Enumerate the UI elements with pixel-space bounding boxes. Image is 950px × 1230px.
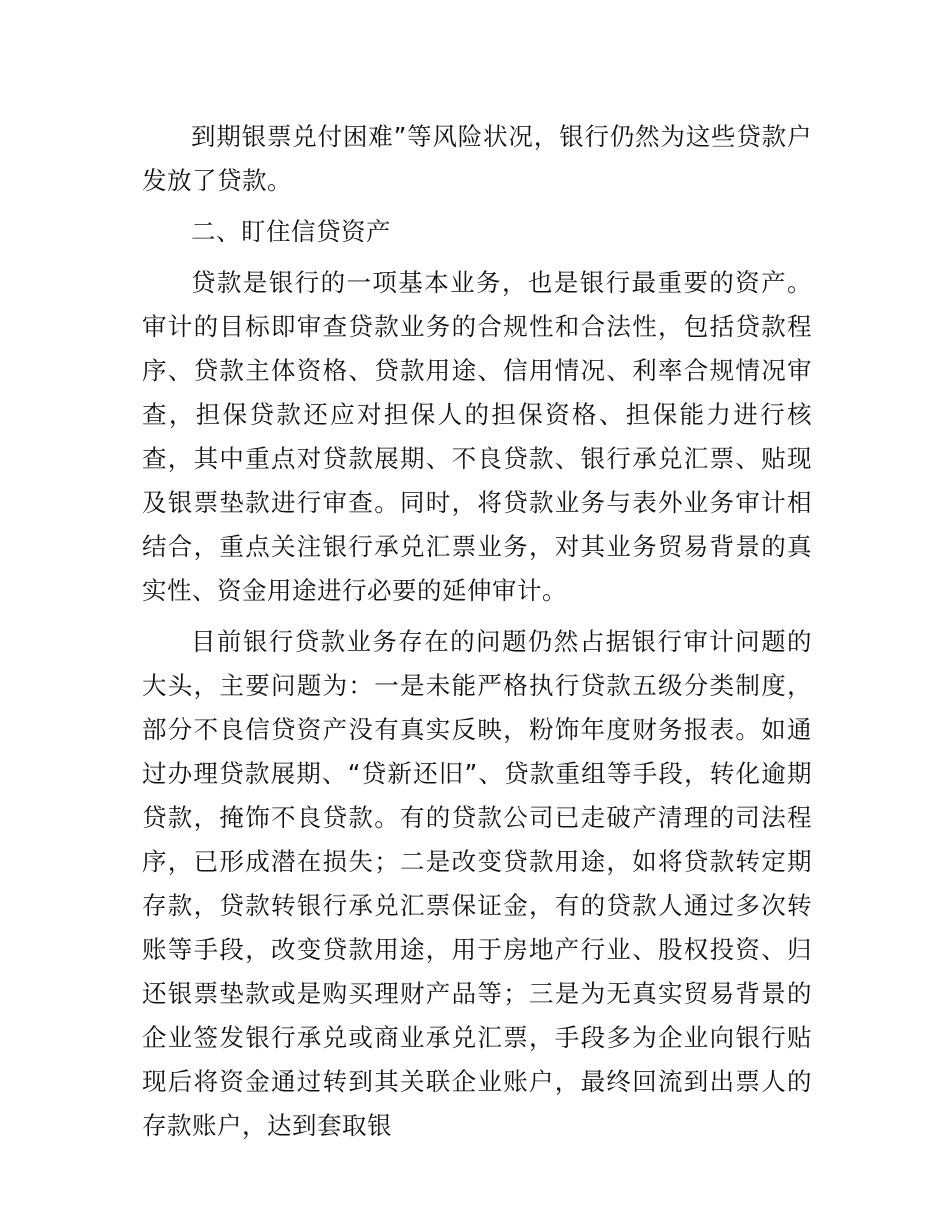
section-heading: 二、盯住信贷资产 <box>191 217 391 246</box>
document-body <box>142 115 812 1155</box>
paragraph-continuation: 到期银票兑付困难”等风险状况，银行仍然为这些贷款户发放了贷款。 <box>142 122 812 195</box>
paragraph-credit-assets: 贷款是银行的一项基本业务，也是银行最重要的资产。审计的目标即审查贷款业务的合规性和合法性，包括贷款程序、贷款主体资格、贷款用途、信用情况、利率合规情况审查，担保贷款还应对担保人的担保资格、担保能力进行核查，其中重点对贷款展期、不良贷款、银行承兑汇票、贴现及银票垫款进行审查。同时，将贷款业务与表外业务审计相结合，重点关注银行承兑汇票业务，对其业务贸易背景的真实性、资金用途进行必要的延伸审计。 <box>142 268 812 605</box>
paragraph-current-problems: 目前银行贷款业务存在的问题仍然占据银行审计问题的大头，主要问题为：一是未能严格执行贷款五级分类制度，部分不良信贷资产没有真实反映，粉饰年度财务报表。如通过办理贷款展期、“贷新还旧”、贷款重组等手段，转化逾期贷款，掩饰不良贷款。有的贷款公司已走破产清理的司法程序，已形成潜在损失；二是改变贷款用途，如将贷款转定期存款，贷款转银行承兑汇票保证金，有的贷款人通过多次转账等手段，改变贷款用途，用于房地产行业、股权投资、归还银票垫款或是购买理财产品等；三是为无真实贸易背景的企业签发银行承兑或商业承兑汇票，手段多为企业向银行贴现后将资金通过转到其关联企业账户，最终回流到出票人的存款账户，达到套取银 <box>142 627 812 1140</box>
